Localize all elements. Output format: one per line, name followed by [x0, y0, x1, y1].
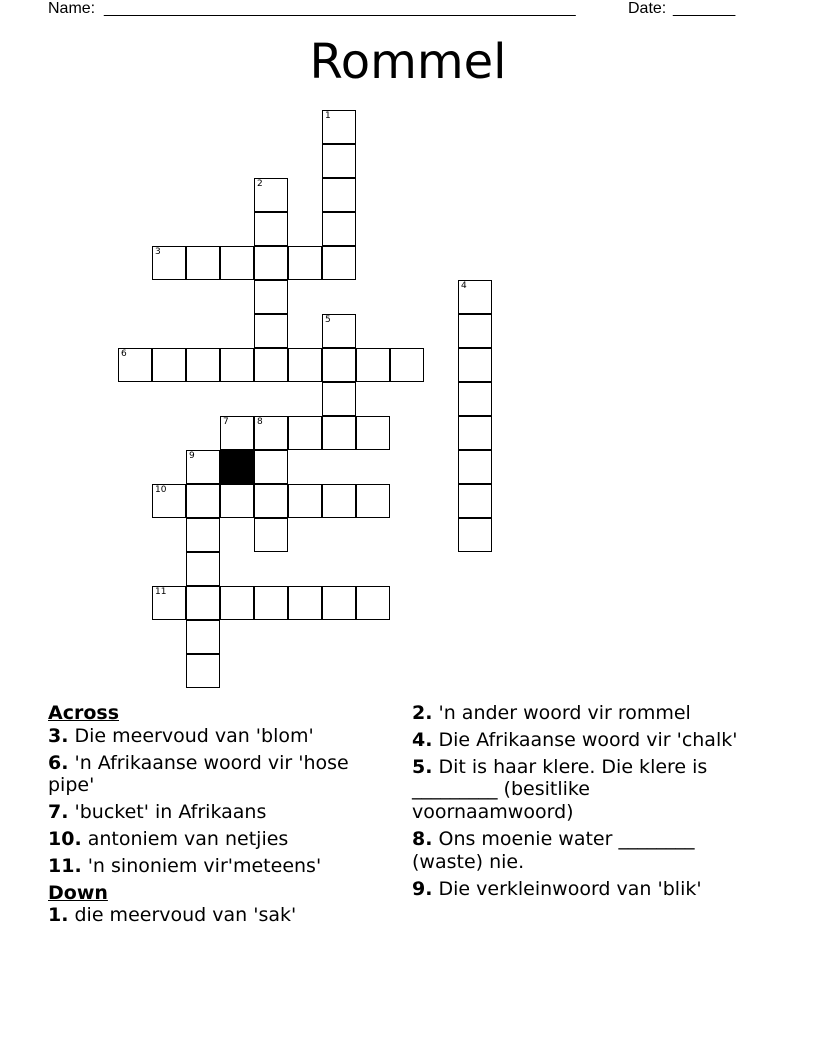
date-line[interactable]: _______	[673, 0, 736, 17]
cell-number: 6	[121, 349, 127, 359]
crossword-cell[interactable]	[390, 348, 424, 382]
crossword-cell[interactable]	[288, 484, 322, 518]
crossword-cell[interactable]	[254, 314, 288, 348]
cell-number: 5	[325, 315, 331, 325]
crossword-cell[interactable]	[254, 246, 288, 280]
crossword-cell[interactable]	[254, 586, 288, 620]
clue-item	[48, 801, 393, 824]
crossword-cell[interactable]	[186, 586, 220, 620]
crossword-cell[interactable]	[254, 212, 288, 246]
down-heading: Down	[48, 881, 108, 904]
crossword-cell[interactable]	[288, 246, 322, 280]
crossword-cell[interactable]	[152, 348, 186, 382]
cell-number: 10	[155, 485, 167, 495]
crossword-cell[interactable]	[220, 586, 254, 620]
clue-item	[48, 725, 393, 748]
clue-item	[48, 904, 393, 927]
crossword-cell[interactable]	[458, 450, 492, 484]
clue-number: 3.	[48, 724, 69, 747]
crossword-block-cell	[220, 450, 254, 484]
clue-text: 'bucket' in Afrikaans	[68, 801, 267, 824]
crossword-cell[interactable]	[458, 280, 492, 314]
clue-text: Ons moenie water ________ (waste) nie.	[412, 827, 695, 873]
cell-number: 3	[155, 247, 161, 257]
crossword-cell[interactable]	[186, 552, 220, 586]
crossword-cell[interactable]	[152, 246, 186, 280]
clues-left-column	[48, 702, 393, 931]
clue-text: 'n ander woord vir rommel	[432, 702, 691, 724]
crossword-cell[interactable]	[458, 518, 492, 552]
clue-item	[48, 752, 393, 798]
clue-number: 10.	[48, 827, 82, 850]
crossword-cell[interactable]	[322, 382, 356, 416]
crossword-cell[interactable]	[356, 586, 390, 620]
crossword-cell[interactable]	[356, 348, 390, 382]
crossword-cell[interactable]	[186, 450, 220, 484]
crossword-cell[interactable]	[220, 416, 254, 450]
crossword-cell[interactable]	[254, 348, 288, 382]
crossword-cell[interactable]	[186, 348, 220, 382]
crossword-cell[interactable]	[288, 586, 322, 620]
clue-number: 2.	[412, 702, 433, 724]
clue-number: 5.	[412, 755, 433, 778]
crossword-cell[interactable]	[254, 280, 288, 314]
crossword-cell[interactable]	[254, 178, 288, 212]
clue-number: 11.	[48, 854, 82, 877]
clue-text: Dit is haar klere. Die klere is _________ (besitlike voornaamwoord)	[412, 755, 708, 824]
crossword-cell[interactable]	[322, 586, 356, 620]
name-line[interactable]: _____________________________________________________	[104, 0, 576, 17]
crossword-cell[interactable]	[356, 484, 390, 518]
crossword-cell[interactable]	[220, 484, 254, 518]
across-clue-list	[48, 725, 393, 878]
across-heading: Across	[48, 702, 120, 724]
cell-number: 7	[223, 417, 229, 427]
cell-number: 11	[155, 587, 167, 597]
crossword-cell[interactable]	[458, 348, 492, 382]
puzzle-title: Rommel	[309, 34, 507, 90]
crossword-cell[interactable]	[458, 382, 492, 416]
clue-text: Die Afrikaanse woord vir 'chalk'	[432, 728, 738, 751]
cell-number: 1	[325, 111, 331, 121]
crossword-cell[interactable]	[322, 314, 356, 348]
name-label: Name:	[48, 0, 96, 17]
crossword-cell[interactable]	[220, 348, 254, 382]
cell-number: 9	[189, 451, 195, 461]
crossword-cell[interactable]	[322, 110, 356, 144]
crossword-cell[interactable]	[458, 484, 492, 518]
cell-number: 4	[461, 281, 467, 291]
clue-item	[48, 855, 393, 878]
crossword-cell[interactable]	[458, 314, 492, 348]
crossword-cell[interactable]	[288, 348, 322, 382]
crossword-cell[interactable]	[254, 416, 288, 450]
clue-number: 4.	[412, 728, 433, 751]
cell-number: 8	[257, 417, 263, 427]
clue-item	[412, 729, 757, 752]
crossword-cell[interactable]	[186, 620, 220, 654]
crossword-cell[interactable]	[322, 348, 356, 382]
crossword-cell[interactable]	[254, 518, 288, 552]
crossword-cell[interactable]	[458, 416, 492, 450]
crossword-cell[interactable]	[356, 416, 390, 450]
crossword-cell[interactable]	[322, 212, 356, 246]
clue-item	[412, 702, 757, 725]
clue-text: 'n sinoniem vir'meteens'	[81, 854, 322, 877]
crossword-cell[interactable]	[186, 518, 220, 552]
cell-number: 2	[257, 179, 263, 189]
clue-text: die meervoud van 'sak'	[68, 904, 297, 927]
clue-number: 6.	[48, 751, 69, 774]
clue-text: 'n Afrikaanse woord vir 'hose pipe'	[48, 751, 349, 797]
clue-item	[412, 756, 757, 824]
crossword-cell[interactable]	[322, 484, 356, 518]
crossword-cell[interactable]	[254, 450, 288, 484]
clue-item	[412, 828, 757, 874]
crossword-cell[interactable]	[186, 246, 220, 280]
crossword-cell[interactable]	[186, 654, 220, 688]
crossword-cell[interactable]	[254, 484, 288, 518]
clue-number: 1.	[48, 904, 69, 927]
crossword-cell[interactable]	[322, 178, 356, 212]
down-clue-list	[48, 904, 393, 927]
clue-item	[412, 878, 757, 901]
crossword-cell[interactable]	[322, 416, 356, 450]
crossword-cell[interactable]	[322, 144, 356, 178]
crossword-cell[interactable]	[186, 484, 220, 518]
clue-number: 8.	[412, 827, 433, 850]
date-label: Date:	[628, 0, 667, 17]
clue-number: 7.	[48, 801, 69, 824]
crossword-cell[interactable]	[220, 246, 254, 280]
crossword-cell[interactable]	[322, 246, 356, 280]
clue-text: Die verkleinwoord van 'blik'	[432, 877, 702, 900]
crossword-cell[interactable]	[288, 416, 322, 450]
crossword-cell[interactable]	[118, 348, 152, 382]
clue-item	[48, 828, 393, 851]
clue-number: 9.	[412, 877, 433, 900]
crossword-cell[interactable]	[152, 484, 186, 518]
down-clue-list-continued	[412, 702, 757, 900]
clue-text: Die meervoud van 'blom'	[68, 724, 314, 747]
clues-right-column	[412, 702, 757, 904]
clue-text: antoniem van netjies	[81, 827, 289, 850]
crossword-cell[interactable]	[152, 586, 186, 620]
